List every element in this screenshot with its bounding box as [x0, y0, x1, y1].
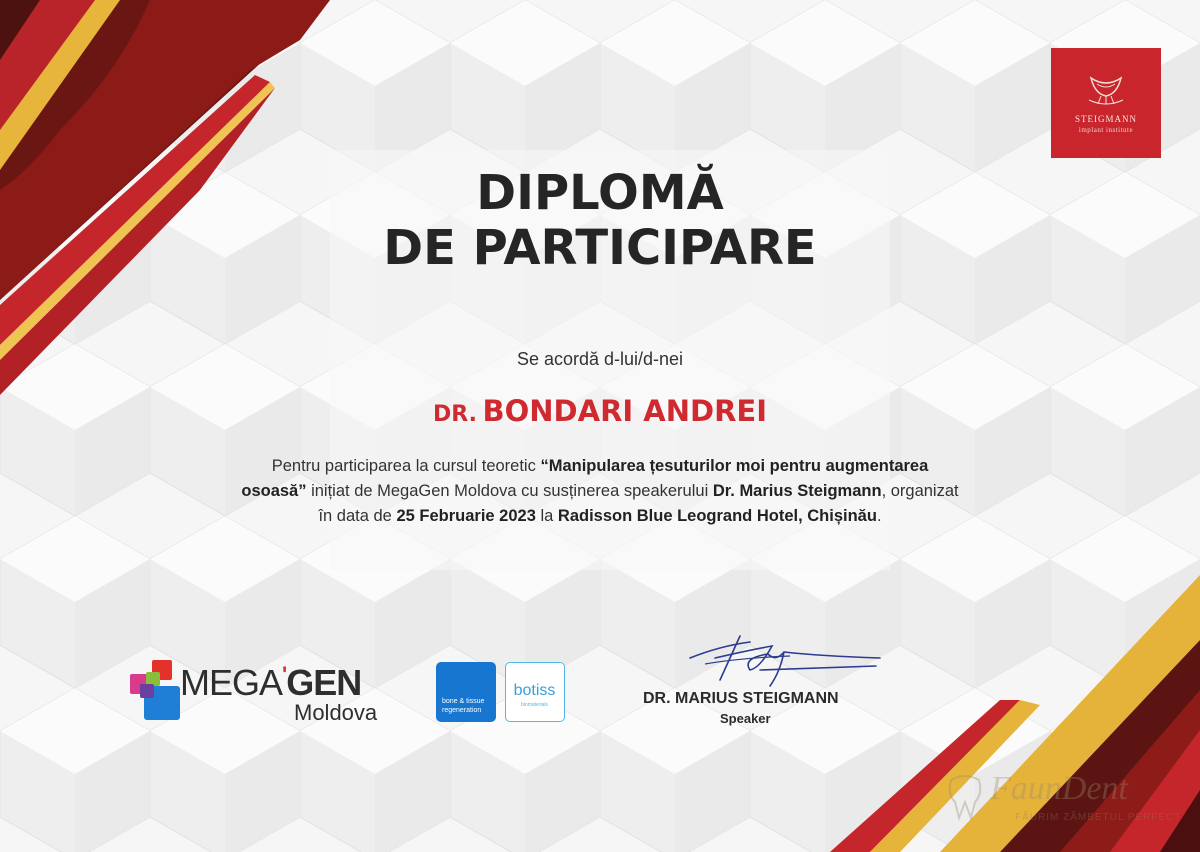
faundent-watermark [945, 770, 1195, 840]
megagen-gen: GEN [286, 662, 362, 703]
speaker-role: Speaker [720, 711, 771, 726]
description-intro: Pentru participarea la cursul teoretic [271, 457, 536, 475]
title-line-1: DIPLOMĂ [476, 165, 724, 221]
course-location: Radisson Blue Leogrand Hotel, Chișinău [557, 507, 877, 525]
megagen-country: Moldova [294, 700, 378, 725]
megagen-squares-icon [130, 660, 182, 724]
speaker-mention: Dr. Marius Steigmann [712, 482, 882, 500]
course-description: Pentru participarea la cursul teoretic “Manipularea țesuturilor moi pentru augmentarea osoasă” inițiat de MegaGen Moldova cu susținerea speakerului Dr. Marius Steigmann, organizat în data de 25 Februarie 2023 la Radisson Blue Leogrand Hotel, Chișinău. [241, 457, 959, 525]
recipient-prefix: DR. [432, 402, 477, 427]
location-prefix: la [540, 507, 554, 525]
description-initiated: inițiat de MegaGen Moldova cu susținerea speakerului [311, 482, 709, 500]
steigmann-institute-logo [1051, 48, 1161, 158]
botiss-tile-line2: regeneration [442, 707, 482, 714]
watermark-tagline: FĂURIM ZÂMBETUL PERFECT [1015, 812, 1182, 823]
botiss-tile-line1: bone & tissue [442, 698, 485, 705]
recipient-name [0, 394, 1200, 428]
title-line-2: DE PARTICIPARE [383, 220, 817, 276]
watermark-brand: FaunDent [990, 770, 1128, 807]
speaker-name: DR. MARIUS STEIGMANN [643, 690, 839, 707]
megagen-wordmark: MEGA'GEN [180, 662, 362, 703]
institute-name: STEIGMANN [1075, 114, 1137, 124]
description-end: . [876, 507, 882, 525]
botiss-regeneration-tile [436, 662, 496, 722]
tooth-crown-icon [1051, 48, 1161, 118]
tooth-icon [945, 772, 985, 822]
course-date: 25 Februarie 2023 [396, 507, 536, 525]
diploma-title [0, 166, 1200, 276]
recipient-full-name: BONDARI ANDREI [482, 394, 768, 428]
description-organized: organizat în data de [318, 482, 959, 525]
megagen-mega: MEGA [180, 662, 283, 703]
botiss-logo [505, 662, 565, 722]
botiss-wordmark: botiss [513, 682, 556, 699]
course-title: “Manipularea țesuturilor moi pentru augmentarea osoasă” [241, 457, 929, 500]
botiss-tagline: biomaterials [521, 702, 548, 708]
megagen-moldova-logo [130, 660, 400, 724]
awarded-text: Se acordă d-lui/d-nei [516, 349, 684, 369]
institute-subtitle: implant institute [1078, 126, 1134, 134]
